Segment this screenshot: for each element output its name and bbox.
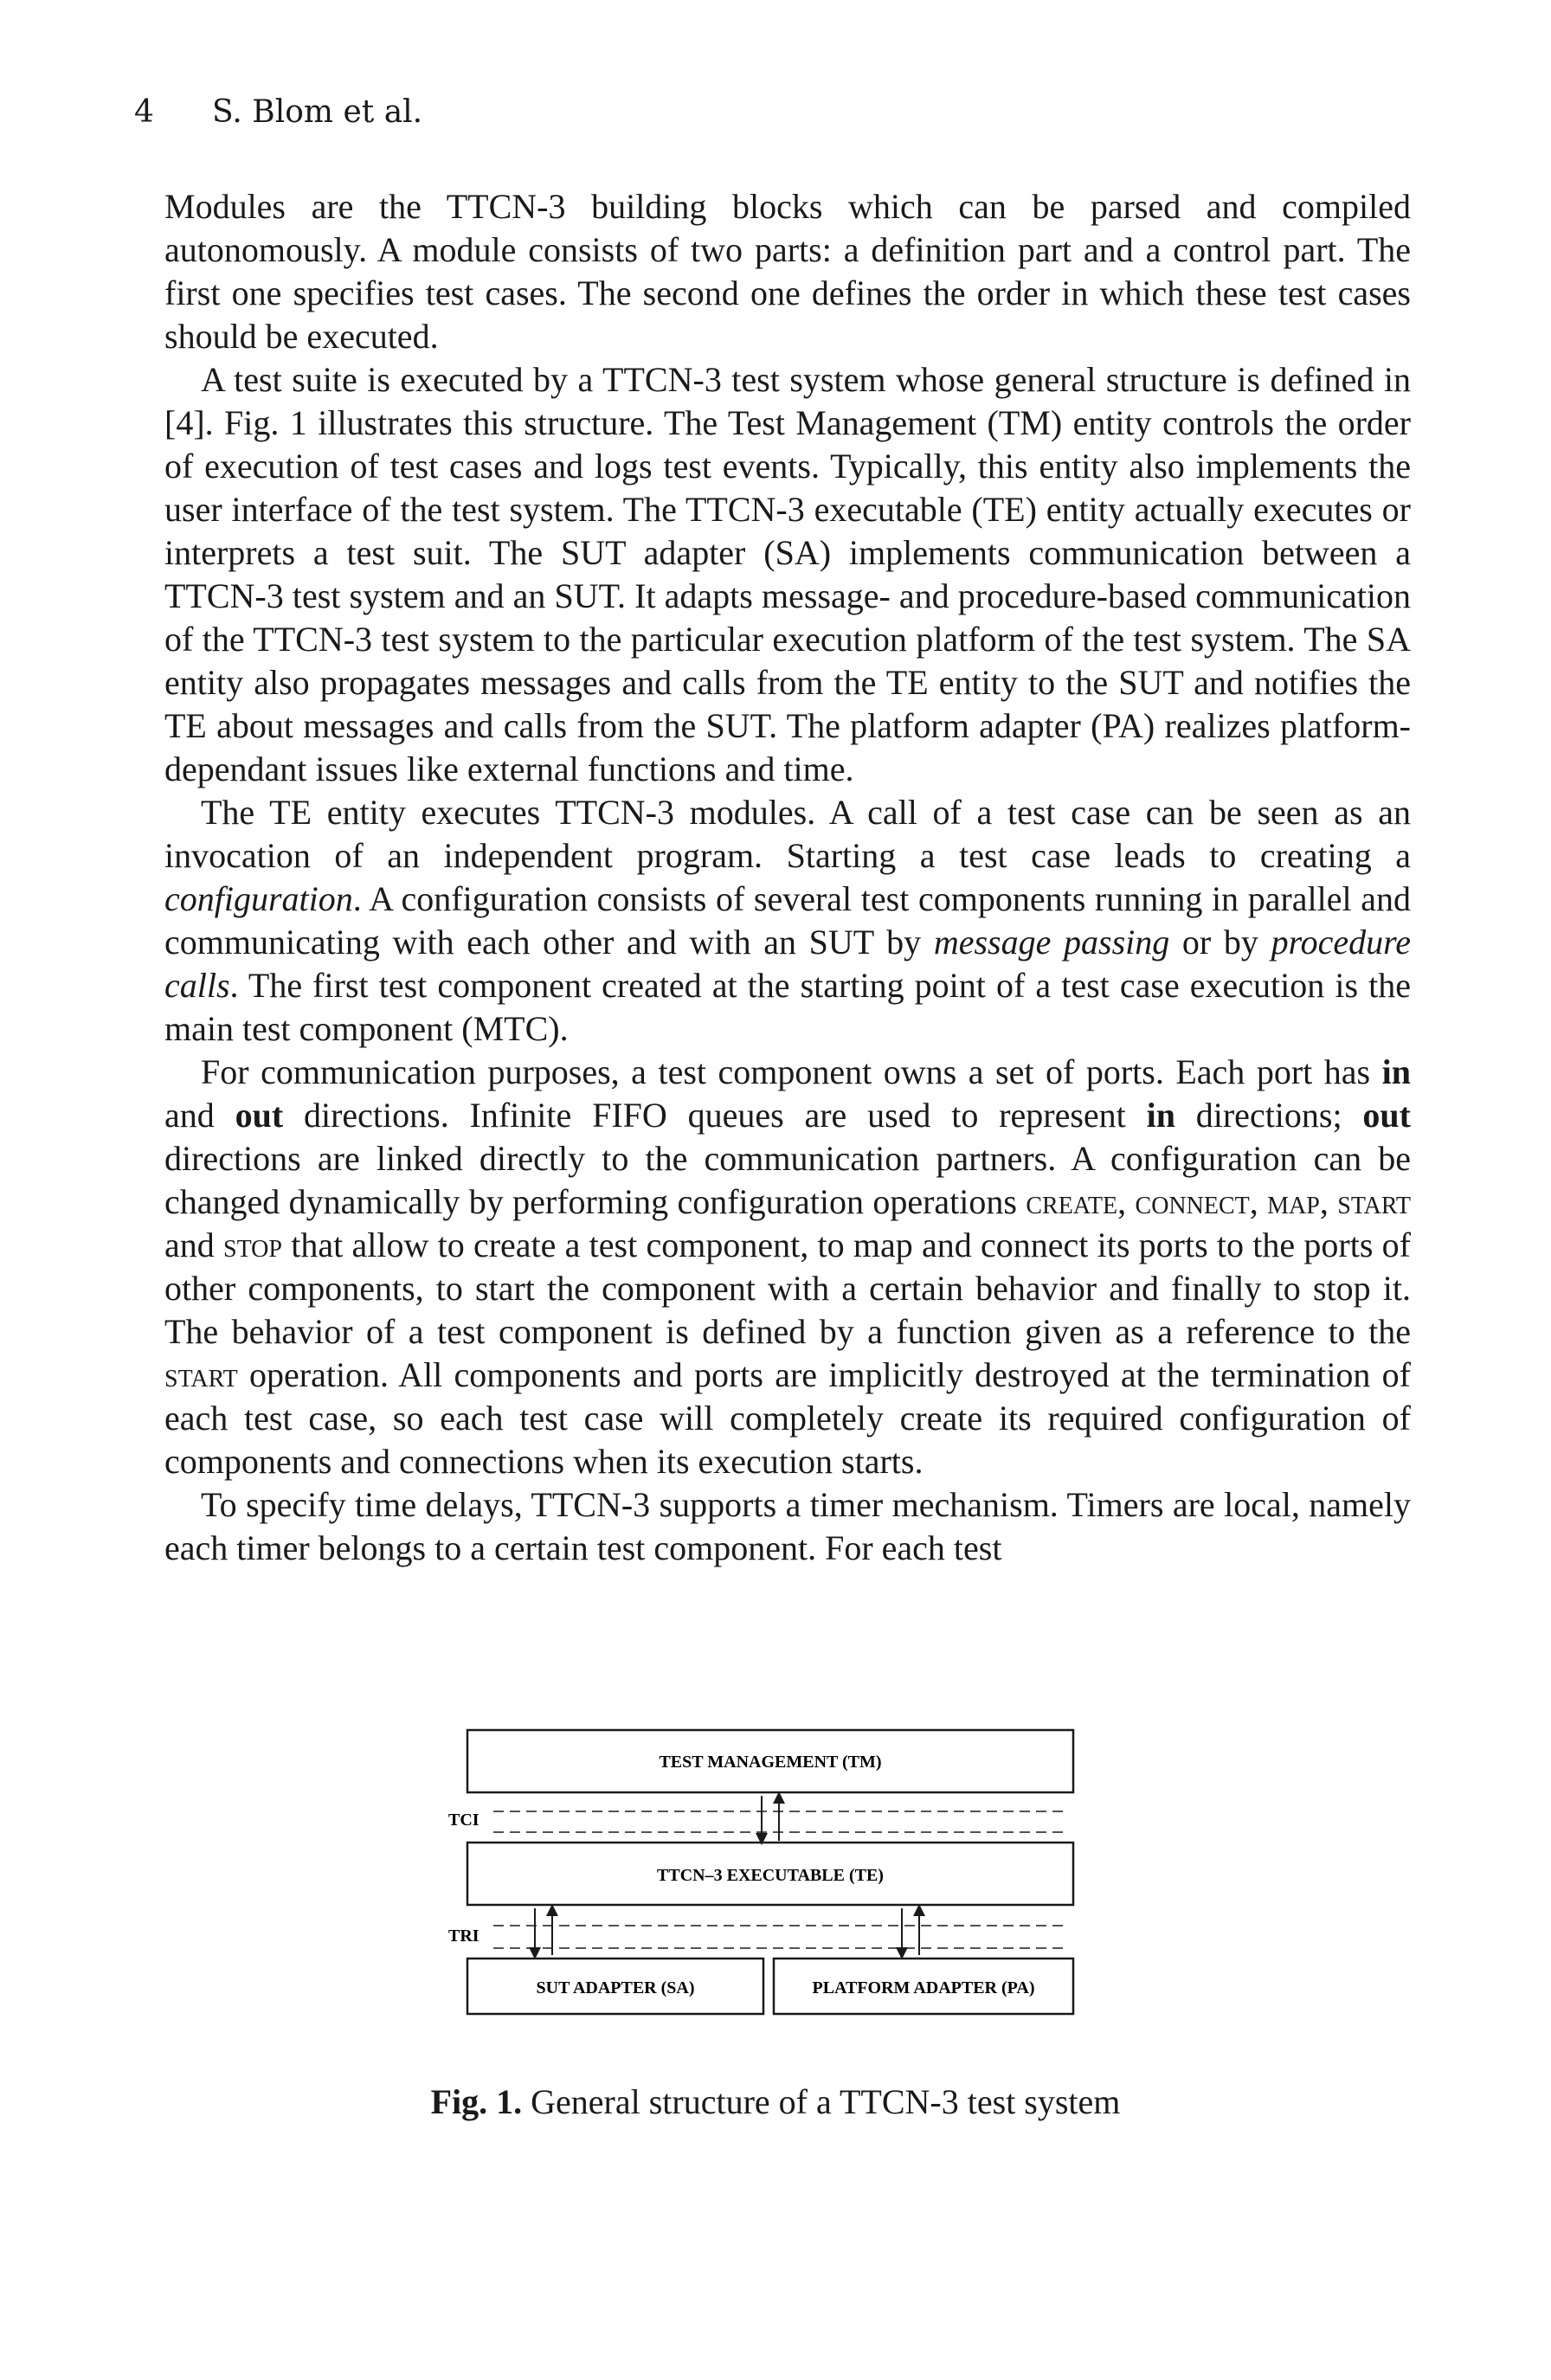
keyword-out: out (1362, 1096, 1411, 1135)
text-run: , (1319, 1182, 1338, 1221)
body-text (164, 185, 1411, 1570)
emphasis-message-passing: message passing (933, 923, 1170, 962)
tm-label: TEST MANAGEMENT (TM) (659, 1753, 882, 1772)
keyword-in: in (1381, 1052, 1411, 1091)
structure-diagram (448, 1727, 1091, 2047)
page-header (134, 93, 422, 132)
paragraph-te-entity (164, 791, 1411, 1051)
keyword-in: in (1146, 1096, 1175, 1135)
emphasis-procedure-calls: procedure calls (164, 923, 1411, 1005)
op-start: start (1337, 1182, 1412, 1221)
text-run: directions are linked directly to the communication partners. A configuration can be changed dynamically by performing configuration operations (164, 1139, 1411, 1221)
op-start: start (164, 1355, 238, 1394)
text-run: , (1249, 1182, 1268, 1221)
keyword-out: out (235, 1096, 284, 1135)
tci-label: TCI (448, 1811, 479, 1830)
op-stop: stop (223, 1225, 282, 1264)
op-connect: connect (1135, 1182, 1250, 1221)
te-label: TTCN–3 EXECUTABLE (TE) (657, 1866, 884, 1885)
figure-caption (0, 2081, 1551, 2124)
text-run: . A configuration consists of several test components running in parallel and communicating with each other and with an SUT by (164, 879, 1411, 962)
pa-label: PLATFORM ADAPTER (PA) (812, 1978, 1035, 1997)
emphasis-configuration: configuration (164, 879, 353, 918)
op-map: map (1267, 1182, 1320, 1221)
paragraph-test-system: A test suite is executed by a TTCN-3 test system whose general structure is defined in [4]. Fig. 1 illustrates this structure. The Test Management (TM) entity controls the order of execution of test cases and logs test events. Typically, this entity also implements the user interface of the test system. The TTCN-3 executable (TE) entity actually executes or interprets a test suit. The SUT adapter (SA) implements communication between a TTCN-3 test system and an SUT. It adapts message- and procedure-based communication of the TTCN-3 test system to the particular execution platform of the test system. The SA entity also propagates messages and calls from the TE entity to the SUT and notifies the TE about messages and calls from the SUT. The platform adapter (PA) realizes platform-dependant issues like external functions and time. (164, 360, 1411, 788)
text-run: and (164, 1096, 235, 1135)
caption-label: Fig. 1. (430, 2082, 523, 2121)
figure-ttcn3-structure (448, 1727, 1091, 2047)
text-run: The TE entity executes TTCN-3 modules. A call of a test case can be seen as an invocation of an independent program. Starting a test case leads to creating a (164, 793, 1411, 875)
page-number: 4 (134, 94, 154, 130)
running-authors: S. Blom et al. (212, 94, 423, 130)
paragraph-communication (164, 1051, 1411, 1483)
text-run: that allow to create a test component, to map and connect its ports to the ports of other components, to start the component with a certain behavior and finally to stop it. The behavior of a test component is defined by a function given as a reference to the (164, 1225, 1411, 1351)
op-create: create (1026, 1182, 1118, 1221)
tri-label: TRI (448, 1927, 479, 1946)
text-run: and (164, 1225, 224, 1264)
text-run: or by (1169, 923, 1271, 962)
text-run: For communication purposes, a test component owns a set of ports. Each port has (201, 1052, 1382, 1091)
text-run: , (1117, 1182, 1136, 1221)
text-run: directions. Infinite FIFO queues are used to represent (283, 1096, 1147, 1135)
text-run: . The first test component created at the starting point of a test case execution is the main test component (MTC). (164, 966, 1411, 1048)
caption-text: General structure of a TTCN-3 test system (522, 2082, 1121, 2121)
paragraph-modules: Modules are the TTCN-3 building blocks which can be parsed and compiled autonomously. A module consists of two parts: a definition part and a control part. The first one specifies test cases. The second one defines the order in which these test cases should be executed. (164, 187, 1411, 356)
text-run: operation. All components and ports are implicitly destroyed at the termination of each test case, so each test case will completely create its required configuration of components and connections when its execution starts. (164, 1355, 1411, 1481)
sa-label: SUT ADAPTER (SA) (536, 1978, 695, 1997)
paragraph-timers: To specify time delays, TTCN-3 supports a timer mechanism. Timers are local, namely each timer belongs to a certain test component. For each test (164, 1485, 1411, 1567)
text-run: directions; (1175, 1096, 1363, 1135)
